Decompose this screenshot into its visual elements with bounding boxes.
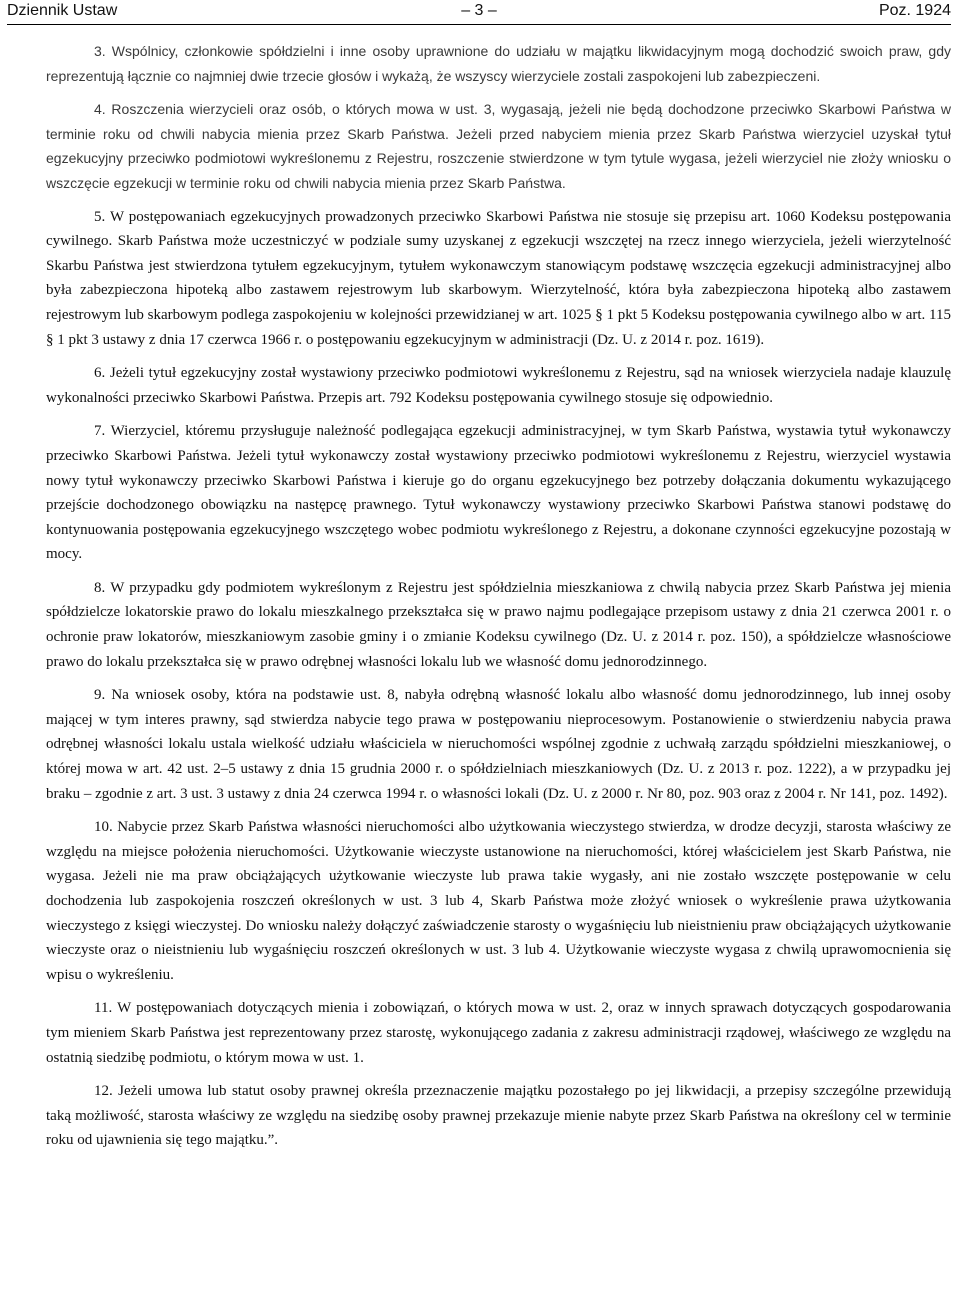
- paragraph-7: 7. Wierzyciel, któremu przysługuje należność podlegająca egzekucji administracyjnej, w tym Skarb Państwa, wystawia tytuł wykonawczy przeciwko Skarbowi Państwa. Jeżeli tytuł wykonawczy został wystawiony przeciwko podmiotowi wykreślonemu z Rejestru, wierzyciel wystawia nowy tytuł wykonawczy przeciwko Skarbowi Państwa i kieruje go do organu egzekucyjnego bez potrzeby dołączania dokumentu wykazującego przejście dochodzonego obowiązku na następcę prawnego. Tytuł wykonawczy wystawiony przeciwko Skarbowi Państwa stanowi podstawę do kontynuowania postępowania egzekucyjnego wszczętego wobec podmiotu wykreślonego z Rejestru, a dokonane czynności egzekucyjne pozostają w mocy.: [46, 423, 951, 563]
- page-header: [7, 0, 951, 25]
- paragraph-5: 5. W postępowaniach egzekucyjnych prowadzonych przeciwko Skarbowi Państwa nie stosuje się przepisu art. 1060 Kodeksu postępowania cywilnego. Skarb Państwa może uczestniczyć w podziale sumy uzyskanej z egzekucji wszczętej na rzecz innego wierzyciela, jeżeli wierzytelność Skarbu Państwa jest stwierdzona tytułem egzekucyjnym, tytułem wykonawczym stanowiącym podstawę wszczęcia egzekucji administracyjnej albo była zabezpieczona hipoteką albo zastawem rejestrowym lub skarbowym. Wierzytelność, która była zabezpieczona hipoteką albo zastawem rejestrowym lub skarbowym podlega zaspokojeniu w kolejności przewidzianej w art. 1025 § 1 pkt 5 Kodeksu postępowania cywilnego albo w art. 115 § 1 pkt 3 ustawy z dnia 17 czerwca 1966 r. o postępowaniu egzekucyjnym w administracji (Dz. U. z 2014 r. poz. 1619).: [46, 208, 951, 348]
- journal-title: Dziennik Ustaw: [7, 2, 118, 19]
- paragraph-9: 9. Na wniosek osoby, która na podstawie ust. 8, nabyła odrębną własność lokalu albo własność domu jednorodzinnego, lub innej osoby mającej w tym interes prawny, sąd stwierdza nabycie tego prawa w postępowaniu nieprocesowym. Postanowienie o stwierdzeniu nabycia prawa odrębnej własności lokalu ustala wielkość udziału właściciela w nieruchomości wspólnej zgodnie z uchwałą zarządu spółdzielni mieszkaniowej, o której mowa w art. 42 ust. 2–5 ustawy z dnia 15 grudnia 2000 r. o spółdzielniach mieszkaniowych (Dz. U. z 2013 r. poz. 1222), a w przypadku jej braku – zgodnie z art. 3 ust. 3 ustawy z dnia 24 czerwca 1994 r. o własności lokali (Dz. U. z 2000 r. Nr 80, poz. 903 oraz z 2004 r. Nr 141, poz. 1492).: [46, 687, 951, 802]
- page-number: – 3 –: [461, 2, 497, 19]
- paragraph-11: 11. W postępowaniach dotyczących mienia i zobowiązań, o których mowa w ust. 2, oraz w innych sprawach dotyczących gospodarowania tym mieniem Skarb Państwa jest reprezentowany przez starostę, wykonującego zadania z zakresu administracji rządowej, właściwego ze względu na ostatnią siedzibę podmiotu, o którym mowa w ust. 1.: [46, 1000, 951, 1066]
- position-number: Poz. 1924: [878, 2, 951, 19]
- paragraph-4: 4. Roszczenia wierzycieli oraz osób, o których mowa w ust. 3, wygasają, jeżeli nie będą dochodzone przeciwko Skarbowi Państwa w terminie roku od chwili nabycia mienia przez Skarb Państwa. Jeżeli przed nabyciem mienia przez Skarb Państwa wierzyciel uzyskał tytuł egzekucyjny przeciwko podmiotowi wykreślonemu z Rejestru, roszczenie stwierdzone w tym tytule wygasa, jeżeli wierzyciel nie złoży wniosku o wszczęcie egzekucji w terminie roku od chwili nabycia mienia przez Skarb Państwa.: [46, 101, 951, 191]
- paragraph-3: 3. Wspólnicy, członkowie spółdzielni i inne osoby uprawnione do udziału w majątku likwidacyjnym mogą dochodzić swoich praw, gdy reprezentują łącznie co najmniej dwie trzecie głosów i wykażą, że wszyscy wierzyciele zostali zaspokojeni lub zabezpieczeni.: [46, 43, 951, 84]
- paragraph-10: 10. Nabycie przez Skarb Państwa własności nieruchomości albo użytkowania wieczystego stwierdza, w drodze decyzji, starosta właściwy ze względu na miejsce położenia nieruchomości. Użytkowanie wieczyste ustanowione na nieruchomości, której właścicielem jest Skarb Państwa, nie wygasa. Jeżeli nie ma praw obciążających użytkowanie wieczyste lub prawa takie wygasły, ani nie zostało wszczęte postępowanie w celu dochodzenia lub zaspokojenia roszczeń określonych w ust. 3 lub 4, Skarb Państwa może złożyć wniosek o wykreślenie prawa użytkowania wieczystego z księgi wieczystej. Do wniosku należy dołączyć zaświadczenie starosty o wygaśnięciu lub nieistnieniu praw obciążających użytkowanie wieczyste oraz o nieistnieniu lub wygaśnięciu roszczeń określonych w ust. 3 lub 4. Użytkowanie wieczyste wygasa z chwilą uprawomocnienia się wpisu o wykreśleniu.: [46, 819, 951, 983]
- document-body: [46, 39, 951, 1153]
- paragraph-8: 8. W przypadku gdy podmiotem wykreślonym z Rejestru jest spółdzielnia mieszkaniowa z chwilą nabycia przez Skarb Państwa jej mienia spółdzielcze lokatorskie prawo do lokalu mieszkalnego przekształca się w prawo najmu podlegające przepisom ustawy z dnia 21 czerwca 2001 r. o ochronie praw lokatorów, mieszkaniowym zasobie gminy i o zmianie Kodeksu cywilnego (Dz. U. z 2014 r. poz. 150), a spółdzielcze własnościowe prawo do lokalu przekształca się w prawo odrębnej własności lokalu lub we własność domu jednorodzinnego.: [46, 579, 951, 670]
- paragraph-6: 6. Jeżeli tytuł egzekucyjny został wystawiony przeciwko podmiotowi wykreślonemu z Rejestru, sąd na wniosek wierzyciela nadaje klauzulę wykonalności przeciwko Skarbowi Państwa. Przepis art. 792 Kodeksu postępowania cywilnego stosuje się odpowiednio.: [46, 365, 951, 406]
- paragraph-12: 12. Jeżeli umowa lub statut osoby prawnej określa przeznaczenie majątku pozostałego po jej likwidacji, a przepisy szczególne przewidują taką możliwość, starosta właściwy ze względu na siedzibę osoby prawnej przekazuje mienie nabyte przez Skarb Państwa na określony cel w terminie roku od ujawnienia się tego majątku.”.: [46, 1083, 951, 1149]
